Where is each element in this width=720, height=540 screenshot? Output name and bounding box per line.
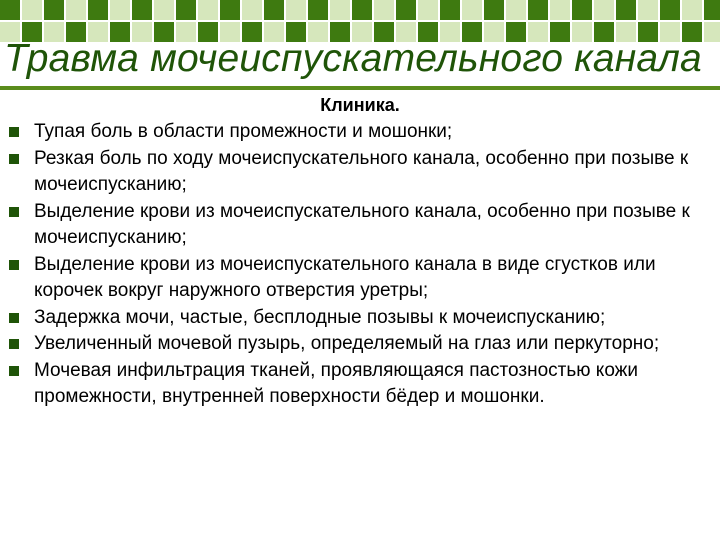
square-bullet-icon	[9, 366, 19, 376]
square-bullet-icon	[9, 127, 19, 137]
bullet-text: Тупая боль в области промежности и мошонки;	[34, 121, 453, 142]
decorative-square	[660, 0, 680, 20]
decorative-square	[22, 0, 42, 20]
bullet-text: Резкая боль по ходу мочеиспускательного канала, особенно при позыве к мочеиспусканию;	[34, 147, 689, 195]
bullet-text: Задержка мочи, частые, бесплодные позывы к мочеиспусканию;	[34, 306, 606, 328]
decorative-square	[330, 0, 350, 20]
section-heading: Клиника.	[320, 95, 400, 115]
decorative-square	[440, 0, 460, 20]
bullet-item	[0, 331, 698, 358]
title-underline	[0, 86, 720, 90]
decorative-square	[528, 0, 548, 20]
square-bullet-icon	[9, 260, 19, 270]
square-bullet-icon	[9, 339, 19, 349]
decorative-square	[704, 0, 720, 20]
decorative-square	[220, 0, 240, 20]
decorative-square	[88, 0, 108, 20]
decorative-square	[242, 0, 262, 20]
square-bullet-icon	[9, 207, 19, 217]
decorative-square	[110, 0, 130, 20]
decorative-square	[308, 0, 328, 20]
decorative-square	[132, 0, 152, 20]
bullet-item	[0, 358, 698, 411]
bullet-list	[0, 119, 698, 411]
decorative-square	[682, 0, 702, 20]
decorative-square	[374, 0, 394, 20]
bullet-text: Мочевая инфильтрация тканей, проявляющаяся пастозностью кожи промежности, внутренней поверхности бёдер и мошонки.	[34, 359, 639, 407]
decorative-square	[462, 0, 482, 20]
decorative-square	[198, 0, 218, 20]
decorative-square	[0, 0, 20, 20]
decorative-square	[550, 0, 570, 20]
decorative-square	[704, 22, 720, 42]
decorative-square	[616, 0, 636, 20]
decorative-square	[572, 0, 592, 20]
bullet-item	[0, 199, 698, 252]
decorative-square	[176, 0, 196, 20]
decorative-square	[506, 0, 526, 20]
decorative-square	[264, 0, 284, 20]
decorative-square	[44, 0, 64, 20]
decorative-square	[396, 0, 416, 20]
decorative-square	[352, 0, 372, 20]
bullet-item	[0, 252, 698, 305]
square-bullet-icon	[9, 313, 19, 323]
decorative-square	[418, 0, 438, 20]
bullet-item	[0, 146, 698, 199]
bullet-item	[0, 305, 698, 332]
decorative-square	[638, 0, 658, 20]
bullet-text: Выделение крови из мочеиспускательного канала, особенно при позыве к мочеиспусканию;	[34, 200, 690, 248]
bullet-text: Выделение крови из мочеиспускательного канала в виде сгустков или корочек вокруг наружного отверстия уретры;	[34, 253, 656, 301]
decorative-square	[286, 0, 306, 20]
bullet-item	[0, 119, 698, 146]
decorative-square	[66, 0, 86, 20]
decorative-square	[154, 0, 174, 20]
bullet-text: Увеличенный мочевой пузырь, определяемый на глаз или перкуторно;	[34, 333, 660, 354]
decorative-square	[484, 0, 504, 20]
decorative-square	[594, 0, 614, 20]
square-bullet-icon	[9, 154, 19, 164]
slide-title: Травма мочеиспускательного канала	[4, 37, 702, 80]
